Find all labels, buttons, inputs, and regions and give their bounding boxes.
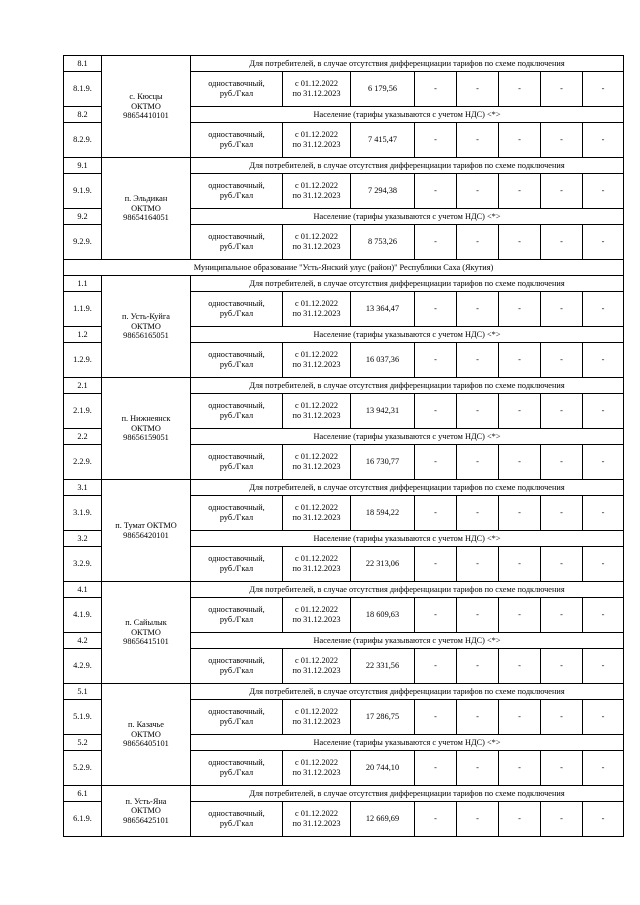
empty-value-cell: - xyxy=(457,802,499,837)
settlement-cell-line: п. Сайылык xyxy=(125,618,167,628)
empty-value-cell: - xyxy=(457,547,499,582)
empty-value-cell: - xyxy=(415,700,457,735)
table-row xyxy=(64,480,624,496)
settlement-cell-line: 98656425101 xyxy=(123,815,169,825)
period-cell-line: по 31.12.2023 xyxy=(292,666,341,675)
empty-value-cell: - xyxy=(583,174,624,209)
settlement-cell xyxy=(102,582,191,684)
row-code-cell: 8.1 xyxy=(64,56,102,72)
period-cell-line: с 01.12.2022 xyxy=(294,181,339,191)
empty-value-cell: - xyxy=(583,496,624,531)
period-cell-line: с 01.12.2022 xyxy=(294,554,339,564)
empty-value-cell: - xyxy=(457,445,499,480)
empty-value-cell: - xyxy=(583,394,624,429)
empty-value-cell: - xyxy=(499,174,541,209)
table-row xyxy=(64,582,624,598)
empty-value-cell: - xyxy=(499,751,541,786)
empty-value-cell: - xyxy=(541,394,583,429)
row-code-cell: 6.1 xyxy=(64,786,102,802)
empty-value-cell: - xyxy=(415,802,457,837)
row-code-cell: 9.1 xyxy=(64,158,102,174)
row-code-cell: 6.1.9. xyxy=(64,802,102,837)
period-cell xyxy=(283,802,351,837)
empty-value-cell: - xyxy=(415,445,457,480)
population-group-label: Население (тарифы указываются с учетом НДС) <*> xyxy=(191,429,624,445)
settlement-cell-line: с. Кюсцы xyxy=(129,92,163,102)
table-row xyxy=(64,786,624,802)
row-code-cell: 4.2 xyxy=(64,633,102,649)
empty-value-cell: - xyxy=(457,496,499,531)
tariff-type-cell-line: руб./Гкал xyxy=(219,360,254,369)
row-code-cell: 2.1.9. xyxy=(64,394,102,429)
period-cell-line: с 01.12.2022 xyxy=(294,79,339,89)
empty-value-cell: - xyxy=(415,751,457,786)
row-code-cell: 8.1.9. xyxy=(64,72,102,107)
empty-value-cell: - xyxy=(415,174,457,209)
empty-value-cell: - xyxy=(457,292,499,327)
tariff-type-cell-line: одноставочный, xyxy=(208,79,265,89)
empty-value-cell: - xyxy=(583,802,624,837)
table-row xyxy=(64,158,624,174)
empty-value-cell: - xyxy=(499,496,541,531)
empty-value-cell: - xyxy=(541,496,583,531)
consumer-group-label: Для потребителей, в случае отсутствия дифференциации тарифов по схеме подключения xyxy=(191,786,624,802)
municipality-title: Муниципальное образование "Усть-Янский улус (район)" Республики Саха (Якутия) xyxy=(64,260,624,276)
consumer-group-label: Для потребителей, в случае отсутствия дифференциации тарифов по схеме подключения xyxy=(191,582,624,598)
period-cell-line: с 01.12.2022 xyxy=(294,503,339,513)
row-code-cell: 3.1 xyxy=(64,480,102,496)
row-code-cell: 5.1 xyxy=(64,684,102,700)
settlement-cell-line: п. Усть-Яна xyxy=(125,796,167,806)
settlement-cell-line: 98656165051 xyxy=(123,331,169,341)
empty-value-cell: - xyxy=(499,649,541,684)
empty-value-cell: - xyxy=(415,496,457,531)
empty-value-cell: - xyxy=(541,445,583,480)
period-cell-line: с 01.12.2022 xyxy=(294,350,339,360)
tariff-type-cell-line: одноставочный, xyxy=(208,503,265,513)
tariff-value-cell: 22 331,56 xyxy=(351,649,415,684)
tariff-type-cell xyxy=(191,445,283,480)
tariff-type-cell xyxy=(191,802,283,837)
empty-value-cell: - xyxy=(541,802,583,837)
period-cell-line: по 31.12.2023 xyxy=(292,717,341,726)
period-cell xyxy=(283,445,351,480)
settlement-cell-line: 98656420101 xyxy=(123,530,169,540)
tariff-type-cell-line: одноставочный, xyxy=(208,605,265,615)
settlement-cell xyxy=(102,276,191,378)
consumer-group-label: Для потребителей, в случае отсутствия дифференциации тарифов по схеме подключения xyxy=(191,158,624,174)
empty-value-cell: - xyxy=(583,649,624,684)
row-code-cell: 1.2 xyxy=(64,327,102,343)
tariff-type-cell-line: одноставочный, xyxy=(208,350,265,360)
consumer-group-label: Для потребителей, в случае отсутствия дифференциации тарифов по схеме подключения xyxy=(191,480,624,496)
population-group-label: Население (тарифы указываются с учетом НДС) <*> xyxy=(191,107,624,123)
tariff-value-cell: 12 669,69 xyxy=(351,802,415,837)
row-code-cell: 8.2.9. xyxy=(64,123,102,158)
period-cell-line: по 31.12.2023 xyxy=(292,89,341,98)
population-group-label: Население (тарифы указываются с учетом НДС) <*> xyxy=(191,735,624,751)
period-cell-line: по 31.12.2023 xyxy=(292,360,341,369)
tariff-document-page xyxy=(63,55,623,837)
consumer-group-label: Для потребителей, в случае отсутствия дифференциации тарифов по схеме подключения xyxy=(191,276,624,292)
empty-value-cell: - xyxy=(499,225,541,260)
population-group-label: Население (тарифы указываются с учетом НДС) <*> xyxy=(191,531,624,547)
tariff-type-cell-line: одноставочный, xyxy=(208,232,265,242)
tariff-value-cell: 13 942,31 xyxy=(351,394,415,429)
settlement-cell-line: 98656405101 xyxy=(123,739,169,749)
tariff-value-cell: 8 753,26 xyxy=(351,225,415,260)
tariff-type-cell-line: руб./Гкал xyxy=(219,513,254,522)
tariff-type-cell-line: руб./Гкал xyxy=(219,462,254,471)
tariff-value-cell: 13 364,47 xyxy=(351,292,415,327)
empty-value-cell: - xyxy=(457,343,499,378)
row-code-cell: 2.2 xyxy=(64,429,102,445)
empty-value-cell: - xyxy=(583,700,624,735)
tariff-table-body xyxy=(64,56,624,837)
population-group-label: Население (тарифы указываются с учетом НДС) <*> xyxy=(191,209,624,225)
settlement-cell-line: п. Усть-Куйга xyxy=(122,312,170,322)
empty-value-cell: - xyxy=(415,72,457,107)
tariff-type-cell xyxy=(191,292,283,327)
tariff-type-cell xyxy=(191,343,283,378)
population-group-label: Население (тарифы указываются с учетом НДС) <*> xyxy=(191,633,624,649)
settlement-cell-line: п. Казачье xyxy=(128,720,164,730)
tariff-type-cell-line: руб./Гкал xyxy=(219,242,254,251)
empty-value-cell: - xyxy=(457,649,499,684)
settlement-cell xyxy=(102,56,191,158)
period-cell xyxy=(283,649,351,684)
empty-value-cell: - xyxy=(415,649,457,684)
table-row xyxy=(64,378,624,394)
empty-value-cell: - xyxy=(415,598,457,633)
tariff-type-cell xyxy=(191,598,283,633)
empty-value-cell: - xyxy=(457,123,499,158)
empty-value-cell: - xyxy=(583,225,624,260)
empty-value-cell: - xyxy=(499,343,541,378)
empty-value-cell: - xyxy=(415,343,457,378)
period-cell-line: с 01.12.2022 xyxy=(294,401,339,411)
empty-value-cell: - xyxy=(415,394,457,429)
settlement-cell-line: 98654164051 xyxy=(123,213,169,223)
empty-value-cell: - xyxy=(499,547,541,582)
settlement-cell-line: ОКТМО xyxy=(131,423,161,433)
municipality-row xyxy=(64,260,624,276)
tariff-type-cell-line: руб./Гкал xyxy=(219,717,254,726)
empty-value-cell: - xyxy=(541,292,583,327)
tariff-type-cell-line: руб./Гкал xyxy=(219,309,254,318)
row-code-cell: 9.2 xyxy=(64,209,102,225)
tariff-value-cell: 16 730,77 xyxy=(351,445,415,480)
settlement-cell-line: 98654410101 xyxy=(123,111,169,121)
tariff-value-cell: 7 415,47 xyxy=(351,123,415,158)
period-cell xyxy=(283,751,351,786)
period-cell-line: по 31.12.2023 xyxy=(292,309,341,318)
settlement-cell-line: п. Эльдикан xyxy=(124,194,168,204)
period-cell xyxy=(283,72,351,107)
period-cell-line: по 31.12.2023 xyxy=(292,768,341,777)
period-cell-line: по 31.12.2023 xyxy=(292,462,341,471)
tariff-value-cell: 22 313,06 xyxy=(351,547,415,582)
period-cell-line: по 31.12.2023 xyxy=(292,615,341,624)
period-cell-line: с 01.12.2022 xyxy=(294,452,339,462)
tariff-type-cell xyxy=(191,547,283,582)
row-code-cell: 5.2 xyxy=(64,735,102,751)
tariff-type-cell-line: руб./Гкал xyxy=(219,89,254,98)
table-row xyxy=(64,276,624,292)
tariff-type-cell-line: одноставочный, xyxy=(208,554,265,564)
tariff-type-cell-line: руб./Гкал xyxy=(219,140,254,149)
period-cell-line: по 31.12.2023 xyxy=(292,819,341,828)
empty-value-cell: - xyxy=(583,547,624,582)
row-code-cell: 2.1 xyxy=(64,378,102,394)
row-code-cell: 9.1.9. xyxy=(64,174,102,209)
tariff-type-cell xyxy=(191,700,283,735)
consumer-group-label: Для потребителей, в случае отсутствия дифференциации тарифов по схеме подключения xyxy=(191,378,624,394)
settlement-cell-line: п. Тумат ОКТМО xyxy=(115,520,177,530)
tariff-type-cell-line: руб./Гкал xyxy=(219,191,254,200)
empty-value-cell: - xyxy=(457,394,499,429)
tariff-type-cell-line: одноставочный, xyxy=(208,401,265,411)
period-cell xyxy=(283,174,351,209)
empty-value-cell: - xyxy=(415,547,457,582)
empty-value-cell: - xyxy=(541,123,583,158)
tariff-table xyxy=(63,55,624,837)
period-cell-line: по 31.12.2023 xyxy=(292,242,341,251)
tariff-type-cell-line: одноставочный, xyxy=(208,656,265,666)
tariff-type-cell-line: руб./Гкал xyxy=(219,768,254,777)
empty-value-cell: - xyxy=(583,751,624,786)
empty-value-cell: - xyxy=(457,225,499,260)
empty-value-cell: - xyxy=(415,123,457,158)
empty-value-cell: - xyxy=(583,445,624,480)
empty-value-cell: - xyxy=(499,394,541,429)
table-row xyxy=(64,56,624,72)
tariff-value-cell: 17 286,75 xyxy=(351,700,415,735)
row-code-cell: 9.2.9. xyxy=(64,225,102,260)
period-cell-line: с 01.12.2022 xyxy=(294,605,339,615)
empty-value-cell: - xyxy=(541,72,583,107)
empty-value-cell: - xyxy=(499,700,541,735)
empty-value-cell: - xyxy=(499,802,541,837)
period-cell xyxy=(283,547,351,582)
row-code-cell: 3.2.9. xyxy=(64,547,102,582)
row-code-cell: 4.2.9. xyxy=(64,649,102,684)
period-cell xyxy=(283,292,351,327)
settlement-cell xyxy=(102,158,191,260)
tariff-type-cell-line: руб./Гкал xyxy=(219,666,254,675)
empty-value-cell: - xyxy=(541,700,583,735)
empty-value-cell: - xyxy=(541,343,583,378)
empty-value-cell: - xyxy=(541,649,583,684)
tariff-type-cell xyxy=(191,394,283,429)
empty-value-cell: - xyxy=(415,292,457,327)
empty-value-cell: - xyxy=(457,72,499,107)
period-cell xyxy=(283,343,351,378)
empty-value-cell: - xyxy=(583,343,624,378)
tariff-type-cell-line: одноставочный, xyxy=(208,707,265,717)
row-code-cell: 1.2.9. xyxy=(64,343,102,378)
tariff-value-cell: 18 594,22 xyxy=(351,496,415,531)
settlement-cell xyxy=(102,684,191,786)
row-code-cell: 1.1.9. xyxy=(64,292,102,327)
row-code-cell: 2.2.9. xyxy=(64,445,102,480)
empty-value-cell: - xyxy=(541,174,583,209)
tariff-type-cell-line: одноставочный, xyxy=(208,452,265,462)
period-cell-line: с 01.12.2022 xyxy=(294,707,339,717)
period-cell xyxy=(283,598,351,633)
settlement-cell-line: ОКТМО xyxy=(131,101,161,111)
period-cell-line: с 01.12.2022 xyxy=(294,809,339,819)
empty-value-cell: - xyxy=(499,292,541,327)
tariff-type-cell xyxy=(191,72,283,107)
tariff-type-cell xyxy=(191,649,283,684)
empty-value-cell: - xyxy=(541,598,583,633)
period-cell xyxy=(283,123,351,158)
settlement-cell-line: ОКТМО xyxy=(131,627,161,637)
empty-value-cell: - xyxy=(583,123,624,158)
settlement-cell-line: п. Нижнеянск xyxy=(121,414,171,424)
settlement-cell-line: ОКТМО xyxy=(131,729,161,739)
tariff-type-cell-line: руб./Гкал xyxy=(219,819,254,828)
tariff-type-cell-line: одноставочный, xyxy=(208,181,265,191)
period-cell-line: с 01.12.2022 xyxy=(294,656,339,666)
period-cell-line: по 31.12.2023 xyxy=(292,564,341,573)
settlement-cell-line: ОКТМО xyxy=(131,806,161,816)
empty-value-cell: - xyxy=(583,292,624,327)
period-cell xyxy=(283,496,351,531)
tariff-type-cell xyxy=(191,174,283,209)
empty-value-cell: - xyxy=(499,123,541,158)
tariff-type-cell-line: руб./Гкал xyxy=(219,564,254,573)
period-cell-line: по 31.12.2023 xyxy=(292,411,341,420)
row-code-cell: 4.1.9. xyxy=(64,598,102,633)
empty-value-cell: - xyxy=(583,72,624,107)
empty-value-cell: - xyxy=(499,445,541,480)
settlement-cell-line: 98656159051 xyxy=(123,433,169,443)
period-cell-line: с 01.12.2022 xyxy=(294,758,339,768)
empty-value-cell: - xyxy=(499,598,541,633)
empty-value-cell: - xyxy=(457,598,499,633)
tariff-type-cell xyxy=(191,496,283,531)
period-cell xyxy=(283,394,351,429)
tariff-value-cell: 7 294,38 xyxy=(351,174,415,209)
period-cell-line: с 01.12.2022 xyxy=(294,232,339,242)
settlement-cell xyxy=(102,480,191,582)
empty-value-cell: - xyxy=(541,547,583,582)
table-row xyxy=(64,684,624,700)
tariff-type-cell-line: одноставочный, xyxy=(208,809,265,819)
row-code-cell: 5.2.9. xyxy=(64,751,102,786)
row-code-cell: 5.1.9. xyxy=(64,700,102,735)
empty-value-cell: - xyxy=(541,751,583,786)
population-group-label: Население (тарифы указываются с учетом НДС) <*> xyxy=(191,327,624,343)
tariff-type-cell-line: одноставочный, xyxy=(208,299,265,309)
row-code-cell: 1.1 xyxy=(64,276,102,292)
tariff-type-cell xyxy=(191,225,283,260)
tariff-type-cell-line: одноставочный, xyxy=(208,758,265,768)
empty-value-cell: - xyxy=(499,72,541,107)
row-code-cell: 4.1 xyxy=(64,582,102,598)
row-code-cell: 3.1.9. xyxy=(64,496,102,531)
period-cell-line: по 31.12.2023 xyxy=(292,140,341,149)
settlement-cell xyxy=(102,786,191,837)
tariff-value-cell: 18 609,63 xyxy=(351,598,415,633)
empty-value-cell: - xyxy=(457,751,499,786)
consumer-group-label: Для потребителей, в случае отсутствия дифференциации тарифов по схеме подключения xyxy=(191,56,624,72)
empty-value-cell: - xyxy=(415,225,457,260)
empty-value-cell: - xyxy=(457,700,499,735)
settlement-cell-line: ОКТМО xyxy=(131,203,161,213)
tariff-type-cell xyxy=(191,751,283,786)
tariff-type-cell xyxy=(191,123,283,158)
period-cell-line: с 01.12.2022 xyxy=(294,130,339,140)
settlement-cell xyxy=(102,378,191,480)
tariff-type-cell-line: руб./Гкал xyxy=(219,411,254,420)
period-cell-line: по 31.12.2023 xyxy=(292,191,341,200)
consumer-group-label: Для потребителей, в случае отсутствия дифференциации тарифов по схеме подключения xyxy=(191,684,624,700)
row-code-cell: 3.2 xyxy=(64,531,102,547)
tariff-value-cell: 6 179,56 xyxy=(351,72,415,107)
row-code-cell: 8.2 xyxy=(64,107,102,123)
empty-value-cell: - xyxy=(541,225,583,260)
settlement-cell-line: ОКТМО xyxy=(131,321,161,331)
tariff-value-cell: 20 744,10 xyxy=(351,751,415,786)
settlement-cell-line: 98656415101 xyxy=(123,637,169,647)
tariff-value-cell: 16 037,36 xyxy=(351,343,415,378)
empty-value-cell: - xyxy=(457,174,499,209)
period-cell-line: с 01.12.2022 xyxy=(294,299,339,309)
period-cell-line: по 31.12.2023 xyxy=(292,513,341,522)
empty-value-cell: - xyxy=(583,598,624,633)
tariff-type-cell-line: одноставочный, xyxy=(208,130,265,140)
period-cell xyxy=(283,700,351,735)
period-cell xyxy=(283,225,351,260)
tariff-type-cell-line: руб./Гкал xyxy=(219,615,254,624)
